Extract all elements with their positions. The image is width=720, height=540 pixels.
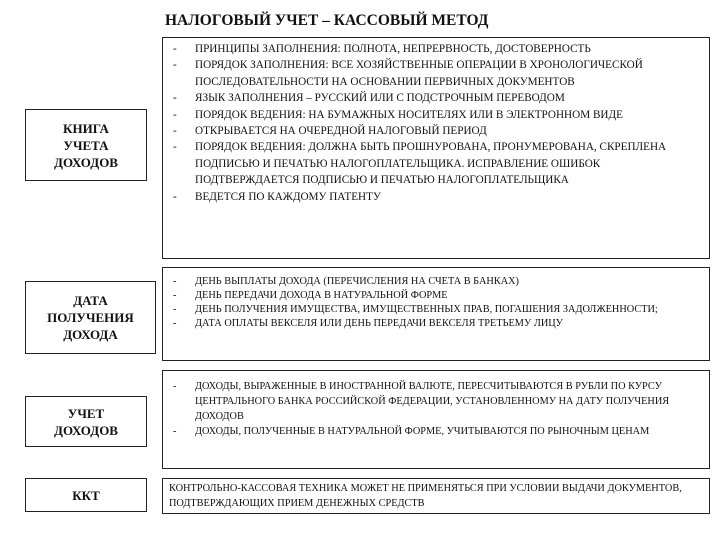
label-income-date: ДАТА ПОЛУЧЕНИЯ ДОХОДА [25, 281, 156, 354]
list-item: - ЯЗЫК ЗАПОЛНЕНИЯ – РУССКИЙ ИЛИ С ПОДСТРОЧНЫМ ПЕРЕВОДОМ [167, 90, 705, 106]
list-item: - ПОРЯДОК ВЕДЕНИЯ: ДОЛЖНА БЫТЬ ПРОШНУРОВАНА, ПРОНУМЕРОВАНА, СКРЕПЛЕНА ПОДПИСЬЮ И ПЕЧАТЬЮ НАЛОГОПЛАТЕЛЬЩИКА. ИСПРАВЛЕНИЕ ОШИБОК ПОДТВЕРЖДАЕТСЯ ПОДПИСЬЮ И ПЕЧАТЬЮ НАЛОГОПЛАТЕЛЬЩИКА [167, 139, 705, 188]
income-book-details [162, 37, 710, 259]
income-date-details [162, 267, 710, 361]
list-item: - ПРИНЦИПЫ ЗАПОЛНЕНИЯ: ПОЛНОТА, НЕПРЕРВНОСТЬ, ДОСТОВЕРНОСТЬ [167, 41, 705, 57]
list-item: - ДОХОДЫ, ВЫРАЖЕННЫЕ В ИНОСТРАННОЙ ВАЛЮТЕ, ПЕРЕСЧИТЫВАЮТСЯ В РУБЛИ ПО КУРСУ ЦЕНТРАЛЬНОГО БАНКА РОССИЙСКОЙ ФЕДЕРАЦИИ, УСТАНОВЛЕННОМУ НА ДАТУ ПОЛУЧЕНИЯ ДОХОДОВ [167, 379, 705, 424]
list-item: - ДЕНЬ ПОЛУЧЕНИЯ ИМУЩЕСТВА, ИМУЩЕСТВЕННЫХ ПРАВ, ПОГАШЕНИЯ ЗАДОЛЖЕННОСТИ; [167, 303, 705, 317]
income-accounting-details [162, 370, 710, 469]
kkt-details: КОНТРОЛЬНО-КАССОВАЯ ТЕХНИКА МОЖЕТ НЕ ПРИМЕНЯТЬСЯ ПРИ УСЛОВИИ ВЫДАЧИ ДОКУМЕНТОВ, ПОДТВЕРЖДАЮЩИХ ПРИЕМ ДЕНЕЖНЫХ СРЕДСТВ [162, 478, 710, 514]
list-item: - ДОХОДЫ, ПОЛУЧЕННЫЕ В НАТУРАЛЬНОЙ ФОРМЕ, УЧИТЫВАЮТСЯ ПО РЫНОЧНЫМ ЦЕНАМ [167, 424, 705, 439]
list-item: - ПОРЯДОК ЗАПОЛНЕНИЯ: ВСЕ ХОЗЯЙСТВЕННЫЕ ОПЕРАЦИИ В ХРОНОЛОГИЧЕСКОЙ ПОСЛЕДОВАТЕЛЬНОСТИ НА ОСНОВАНИИ ПЕРВИЧНЫХ ДОКУМЕНТОВ [167, 57, 705, 90]
label-income-book: КНИГА УЧЕТА ДОХОДОВ [25, 109, 147, 181]
list-item: - ПОРЯДОК ВЕДЕНИЯ: НА БУМАЖНЫХ НОСИТЕЛЯХ ИЛИ В ЭЛЕКТРОННОМ ВИДЕ [167, 107, 705, 123]
list-item: - ОТКРЫВАЕТСЯ НА ОЧЕРЕДНОЙ НАЛОГОВЫЙ ПЕРИОД [167, 123, 705, 139]
list-item: - ДЕНЬ ПЕРЕДАЧИ ДОХОДА В НАТУРАЛЬНОЙ ФОРМЕ [167, 289, 705, 303]
list-item: - ДЕНЬ ВЫПЛАТЫ ДОХОДА (ПЕРЕЧИСЛЕНИЯ НА СЧЕТА В БАНКАХ) [167, 275, 705, 289]
page-title: НАЛОГОВЫЙ УЧЕТ – КАССОВЫЙ МЕТОД [165, 12, 489, 29]
label-kkt: ККТ [25, 478, 147, 512]
list-item: - ВЕДЕТСЯ ПО КАЖДОМУ ПАТЕНТУ [167, 189, 705, 205]
label-income-accounting: УЧЕТ ДОХОДОВ [25, 396, 147, 447]
list-item: - ДАТА ОПЛАТЫ ВЕКСЕЛЯ ИЛИ ДЕНЬ ПЕРЕДАЧИ ВЕКСЕЛЯ ТРЕТЬЕМУ ЛИЦУ [167, 317, 705, 331]
